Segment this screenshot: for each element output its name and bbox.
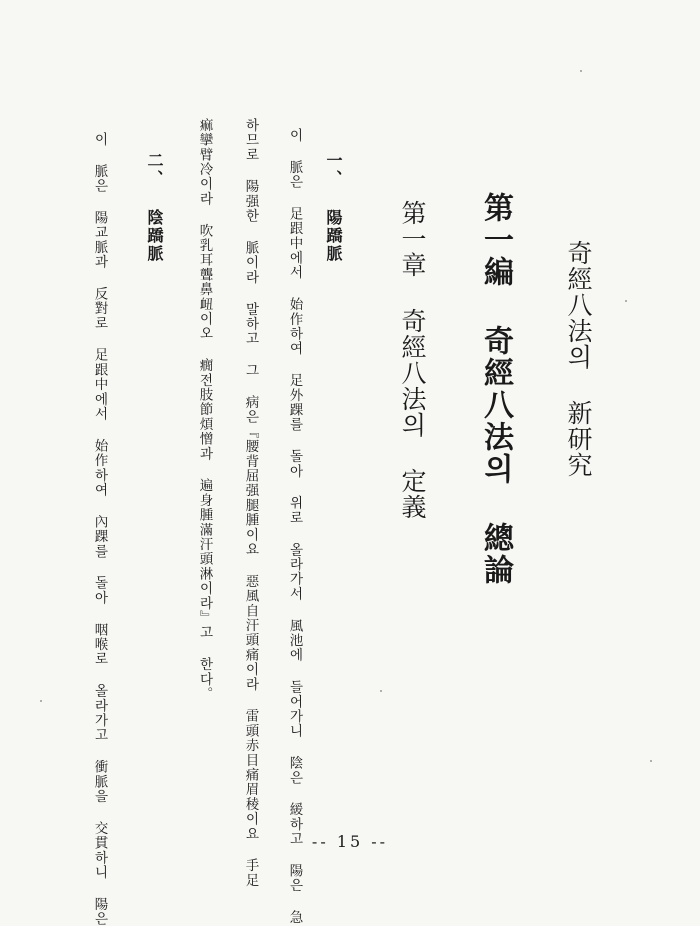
section-heading-yin-qiao: 二、 陰蹻脈 [145, 152, 164, 263]
paper-speck [40, 700, 42, 702]
chapter-title: 第一章 奇經八法의 定義 [398, 200, 427, 520]
part-title: 第一編 奇經八法의 總論 [478, 192, 513, 586]
body-text-line: 이 脈은 陽교脈과 反對로 足跟中에서 始作하여 內踝를 돌아 咽喉로 올라가고 衝脈을 交貫하니 陽은 [91, 132, 108, 926]
page-number: -- 15 -- [311, 832, 389, 851]
paper-speck [580, 70, 582, 72]
paper-speck [625, 300, 627, 302]
book-title: 奇經八法의 新研究 [564, 240, 593, 478]
body-text-line: 하므로 陽强한 脈이라 말하고 그 病은『腰背屈强腿腫이요 惡風自汗頭痛이라 雷頭赤目痛眉稜이요 手足 [242, 118, 259, 888]
paper-speck [650, 760, 652, 762]
paper-speck [380, 690, 382, 692]
body-text-line: 이 脈은 足跟中에서 始作하여 足外踝를 돌아 위로 올라가서 風池에 들어가니 陰은 緩하고 陽은 急 [286, 128, 303, 925]
body-text-line: 痲攣臂冷이라 吹乳耳聾鼻衄이오 癇전肢節煩憎과 遍身腫滿汗頭淋이라』고 한다。 [196, 118, 213, 702]
section-heading-yang-qiao: 一、 陽蹻脈 [324, 152, 343, 263]
